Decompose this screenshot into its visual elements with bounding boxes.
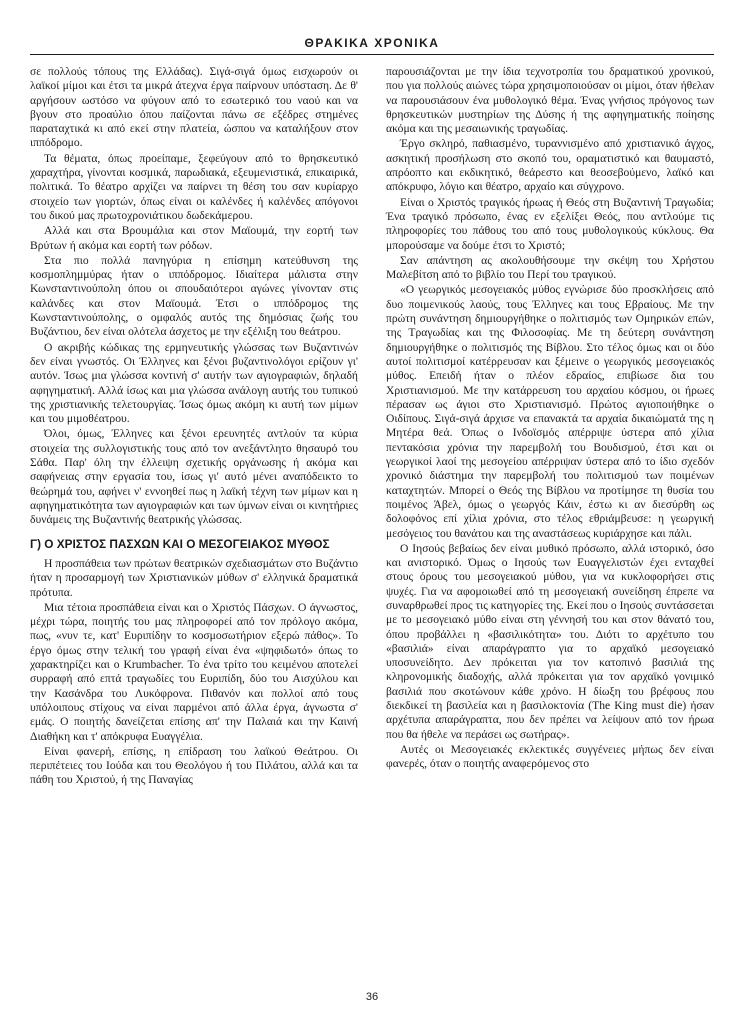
paragraph: Μια τέτοια προσπάθεια είναι και ο Χριστός Πάσχων. Ο άγνωστος, μέχρι τώρα, ποιητής του μας πληροφορεί από τον πρόλογο ακόμα, πως, «νυν τε, κατ' Ευριπίδην το κοσμοσωτήριον εξερώ πάθος». Το έργο όμως στην τελική του γραφή είναι ένα «ψηφιδωτό» όπως το χαρακτηρίζει και ο Krumbacher. Το ένα τρίτο του κειμένου αποτελεί συρραφή από επτά τραγωδίες του Ευριπίδη, δύο του Αισχύλου και την Κασάνδρα του Λυκόφρονα. Πιθανόν και πολλοί από τους υπόλοιπους στίχους να είναι παρμένοι από άλλα έργα, άγνωστα σ' εμάς. Ο ποιητής δανείζεται επίσης απ' την Παλαιά και την Καινή Διαθήκη και τ' απόκρυφα Ευαγγέλια. — [30, 600, 358, 743]
page-number: 36 — [365, 991, 379, 1003]
running-title: ΘΡΑΚΙΚΑ ΧΡΟΝΙΚΑ — [30, 36, 714, 55]
paragraph: Έργο σκληρό, παθιασμένο, τυραννισμένο από χριστιανικό άγχος, ασκητική προσήλωση στο σκοπό του, οραματιστικό και θαυμαστό, απρόοπτο και εκδικητικό, θεάρεστο και θεοσεβούμενο, λαϊκό και απόκρυφο, λόγιο και θέατρο, αρχαίο και σύγχρονο. — [386, 137, 714, 194]
paragraph: Στα πιο πολλά πανηγύρια η επίσημη κατεύθυνση της κοσμοπλημμύρας ήταν ο ιππόδρομος. Ιδιαίτερα μάλιστα στην Κωνσταντινούπολη όπου οι σπουδαιότεροι αγώνες γίνονταν στις καλάνδες και στον Μαϊουμά. Έτσι ο ιππόδρομος της Κωνσταντινούπολης, ο ομφαλός αυτός της δημόσιας ζωής του Βυζάντιου, δεν είναι ολότελα άσχετος με την εξέλιξη του θεάτρου. — [30, 253, 358, 339]
paragraph: Αυτές οι Μεσογειακές εκλεκτικές συγγένειες μήπως δεν είναι φανερές, όταν ο ποιητής αναφερόμενος στο — [386, 742, 714, 771]
paragraph: Ο ακριβής κώδικας της ερμηνευτικής γλώσσας των Βυζαντινών δεν είναι γνωστός. Οι Έλληνες και ξένοι βυζαντινολόγοι ερίζουν γι' αυτόν. Ίσως μια γλώσσα κοντινή σ' αυτήν των αγιογραφιών, δηλαδή αφηγηματική. Αλλά ίσως και μια γλώσσα ανάλογη αυτής του τυπικού της χριστιανικής τελετουργίας. Ίσως όμως ακόμη κι αυτή των μίμων και του μιμοθέατρου. — [30, 340, 358, 426]
paragraph: Αλλά και στα Βρουμάλια και στον Μαϊουμά, την εορτή των Βρύτων ή ακόμα και εορτή των ρόδων. — [30, 224, 358, 252]
left-column — [30, 65, 358, 789]
paragraph: Η προσπάθεια των πρώτων θεατρικών σχεδιασμάτων στο Βυζάντιο ήταν η προσαρμογή των Χριστιανικών μύθων σ' ελληνικά δραματικά πρότυπα. — [30, 557, 358, 599]
paragraph: Είναι φανερή, επίσης, η επίδραση του λαϊκού Θεάτρου. Οι περιπέτειες του Ιούδα και του Θεολόγου ή του Πιλάτου, αλλά και τα πάθη του Χριστού, ή της Παναγίας — [30, 744, 358, 787]
quote-paragraph: Ο Ιησούς βεβαίως δεν είναι μυθικό πρόσωπο, αλλά ιστορικό, όσο και ανιστορικό. Όμως ο Ιησούς των Ευαγγελιστών έχει ενταχθεί στους όρους του μεσογειακού μύθου, για να κυκλοφορήσει στις ψυχές. Για να αφομοιωθεί από τη μεσογειακή συνείδηση έπρεπε να συναρθρωθεί προς τις κατηγορίες της. Εκεί που ο Ιησούς συντάσσεται με το μεσογειακό μύθο είναι στη γέννησή του και στον θάνατό του, όπου προβάλλει η «βασιλικότητα» του. Διότι το αρχέτυπο του «βασιλιά» είναι απαράγραπτο για το αρχαϊκό μεσογειακό υποσυνείδητο. Δεν πρόκειται για τον κατοπινό βασιλιά της κληρονομικής διαδοχής, αλλά πρόκειται για τον αρχαϊκό γονιμικό βασιλιά που σκοτώνουν κάθε χρόνο. Η δίωξη του βρέφους που διεκδικεί τη βασιλεία και η βασιλοκτονία (The King must die) ήσαν αρχέτυπα απαράγραπτα, που δεν πρέπει να λείψουν από τον ήρωα που θα ήθελε να περάσει ως σωτήρας». — [386, 541, 714, 741]
paragraph: Τα θέματα, όπως προείπαμε, ξεφεύγουν από το θρησκευτικό χαραχτήρα, γίνονται κοσμικά, παρωδιακά, εξευμενιστικά, επικαιρικά, πολιτικά. Το θέατρο αρχίζει να παίρνει τη θέση του σαν κυρίαρχο στοιχείο των γιορτών, όπως είναι οι καλένδες ή καλένδες απόγονοι του δικού μας πρωτοχρονιάτικου δωδεκάμερου. — [30, 151, 358, 222]
paragraph: σε πολλούς τόπους της Ελλάδας). Σιγά-σιγά όμως εισχωρούν οι λαϊκοί μίμοι και έτσι τα μικρά άτεχνα έργα παίρνουν υπόσταση. Δε θ' αργήσουν ωστόσο να φύγουν από το εσωτερικό του ναού και να βγουν στο προαύλιο όπου παίζονται πάνω σε εξέδρες στημένες παραταχτικά κι από εκεί στην πλατεία, ώσπου να καταλήξουν στον ιππόδρομο. — [30, 65, 358, 150]
paragraph: Είναι ο Χριστός τραγικός ήρωας ή Θεός στη Βυζαντινή Τραγωδία; Ένα τραγικό πρόσωπο, ένας εν εξελίξει Θεός, που αντλούμε τις πληροφορίες του πάθους του από τους μυθολογικούς κύκλους. Θα μπορούσαμε να δούμε έτσι το Χριστό; — [386, 195, 714, 252]
quote-paragraph: «Ο γεωργικός μεσογειακός μύθος εγνώρισε δύο προσκλήσεις από δυο ποιμενικούς λαούς, τους Έλληνες και τους Εβραίους. Με την πρώτη συνάντηση δημιουργήθηκε ο πολιτισμός των Ομηρικών επών, της Τραγωδίας και της Φιλοσοφίας. Με τη δεύτερη συνάντηση δημιουργήθηκε ο πολιτισμός της Βίβλου. Στο τέλος όμως και οι δύο αυτοί πολιτισμοί κατέρρευσαν και ξέμεινε ο γεωργικός μεσογειακός μύθος. Επειδή ήταν ο πλέον εδραίος, επιβίωσε δια του Χριστιανισμού. Με την κατάρρευση του αρχαίου κόσμου, οι ήρωες πέρασαν ως άγιοι στο Χριστιανισμό. Πρώτος αγιοποιήθηκε ο Οιδίπους. Σιγά-σιγά άρχισε να επανακτά τα αρχαία δικαιώματά της η Μητέρα θεά. Όπως ο Ινδοϊσμός απέρριψε ύστερα από χίλια πεντακόσια χρόνια την παρεμβολή του Βουδισμού, έτσι και οι γεωργικοί λαοί της μεσογείου απέρριψαν ύστερα από το ίδιο σχεδόν χρονικό διάστημα την παρεμβολή του πολιτισμού των ποιμένων καταχτητών. Μπορεί ο Θεός της Βίβλου να προτίμησε τη θυσία του ποιμένος Άβελ, όμως ο γεωργός Κάιν, έστω κι αν διεσύρθη ως δολοφόνος επί χίλια χρόνια, στο τέλος εθριάμβευσε: η γεωργική μεσόγειος του θανάτου και της αναστάσεως κυριάρχησε και πάλι. — [386, 283, 714, 540]
paragraph: Σαν απάντηση ας ακολουθήσουμε την σκέψη του Χρήστου Μαλεβίτση από το βιβλίο του Περί του τραγικού. — [386, 253, 714, 282]
paragraph: Όλοι, όμως, Έλληνες και ξένοι ερευνητές αντλούν τα κύρια στοιχεία της συλλογιστικής τους από τον ανεξάντλητο θησαυρό του Σάθα. Παρ' όλη την έλλειψη σχετικής οργάνωσης ή ακόμα και σαφήνειας στην εργασία του, ίσως γι' αυτό μένει αναπόδεικτο το θεώρημά του, αφήνει ν' εννοηθεί πως η λαϊκή τέχνη των μίμων και η αφηγηματικότητα των αγιογραφιών και των ύμνων είναι οι κινητήριες δυνάμεις της Βυζαντινής θεατρικής γλώσσας. — [30, 427, 358, 527]
text-columns — [30, 65, 714, 789]
right-column — [386, 65, 714, 789]
section-heading: Γ) Ο ΧΡΙΣΤΟΣ ΠΑΣΧΩΝ ΚΑΙ Ο ΜΕΣΟΓΕΙΑΚΟΣ ΜΥΘΟΣ — [30, 536, 330, 551]
paragraph: παρουσιάζονται με την ίδια τεχνοτροπία του δραματικού χρονικού, που για πολλούς αιώνες τώρα χρησιμοποιούσαν οι μίμοι, όταν ήθελαν να παρουσιάσουν ένα μυθολογικό θέμα. Ένας γνήσιος πρόγονος των θρησκευτικών μυστηρίων της Δύσης ή της αφηγηματικής ποίησης ακόμα και της μεσαιωνικής τραγωδίας. — [386, 65, 714, 136]
